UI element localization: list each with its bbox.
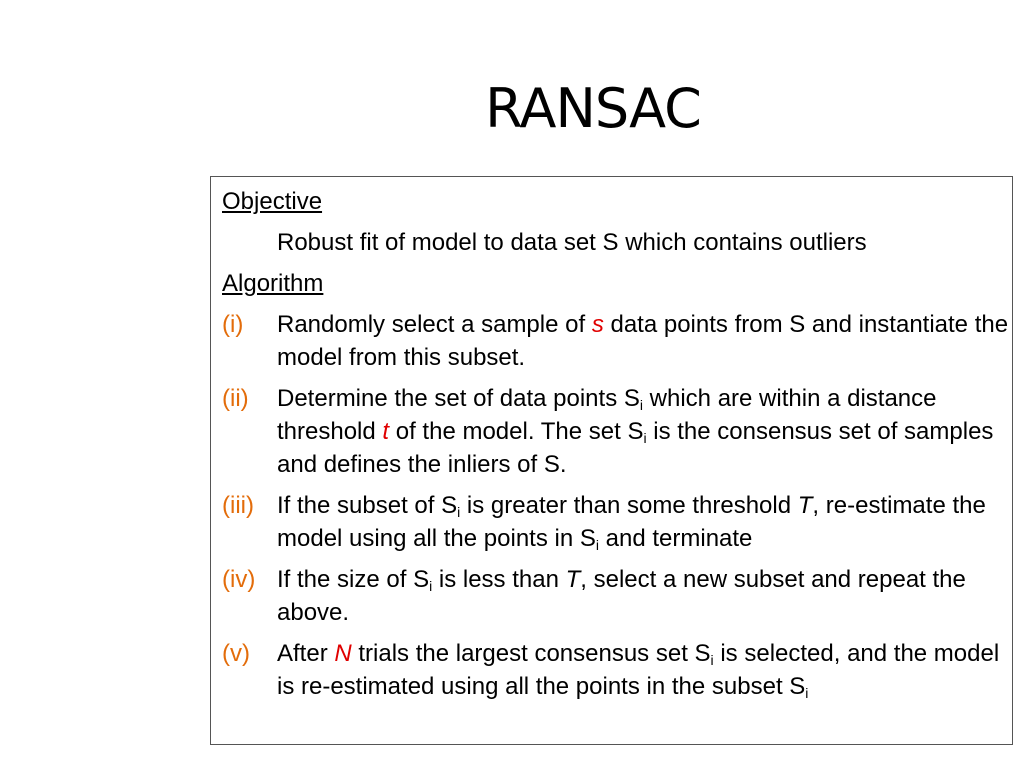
step-number: (iii) (222, 492, 254, 519)
step-text: If the size of $S_i$ is less than T, select a new subset and repeat the above. (277, 566, 966, 626)
step-1 (222, 308, 1012, 374)
symbol-N: N (334, 640, 352, 667)
symbol-T: T (565, 566, 581, 593)
step-text: Randomly select a sample of s data points from S and instantiate the model from this subset. (277, 311, 1009, 371)
objective-heading: Objective (222, 188, 323, 215)
step-text: After N trials the largest consensus set $S_i$ is selected, and the model is re-estimated using all the points in the subset $S_i$ (277, 640, 1000, 701)
algorithm-heading: Algorithm (222, 270, 324, 297)
symbol-T: T (797, 492, 813, 519)
step-number: (v) (222, 640, 250, 667)
step-4 (222, 563, 1012, 629)
step-number: (iv) (222, 566, 256, 593)
content-box (210, 176, 1013, 745)
step-text: If the subset of $S_i$ is greater than some threshold T, re-estimate the model using all the points in $S_i$ and terminate (277, 492, 986, 553)
symbol-s: s (591, 311, 604, 338)
step-2 (222, 382, 1012, 481)
step-text: Determine the set of data points $S_i$ which are within a distance threshold t of the model. The set $S_i$ is the consensus set of samples and defines the inliers of S. (277, 385, 994, 478)
step-number: (ii) (222, 385, 249, 412)
slide-title: RANSAC (485, 77, 701, 140)
objective-text: Robust fit of model to data set S which contains outliers (277, 229, 867, 256)
step-3 (222, 489, 1012, 555)
symbol-t: t (382, 418, 390, 445)
step-number: (i) (222, 311, 244, 338)
step-5 (222, 637, 1012, 703)
content (222, 185, 1012, 703)
